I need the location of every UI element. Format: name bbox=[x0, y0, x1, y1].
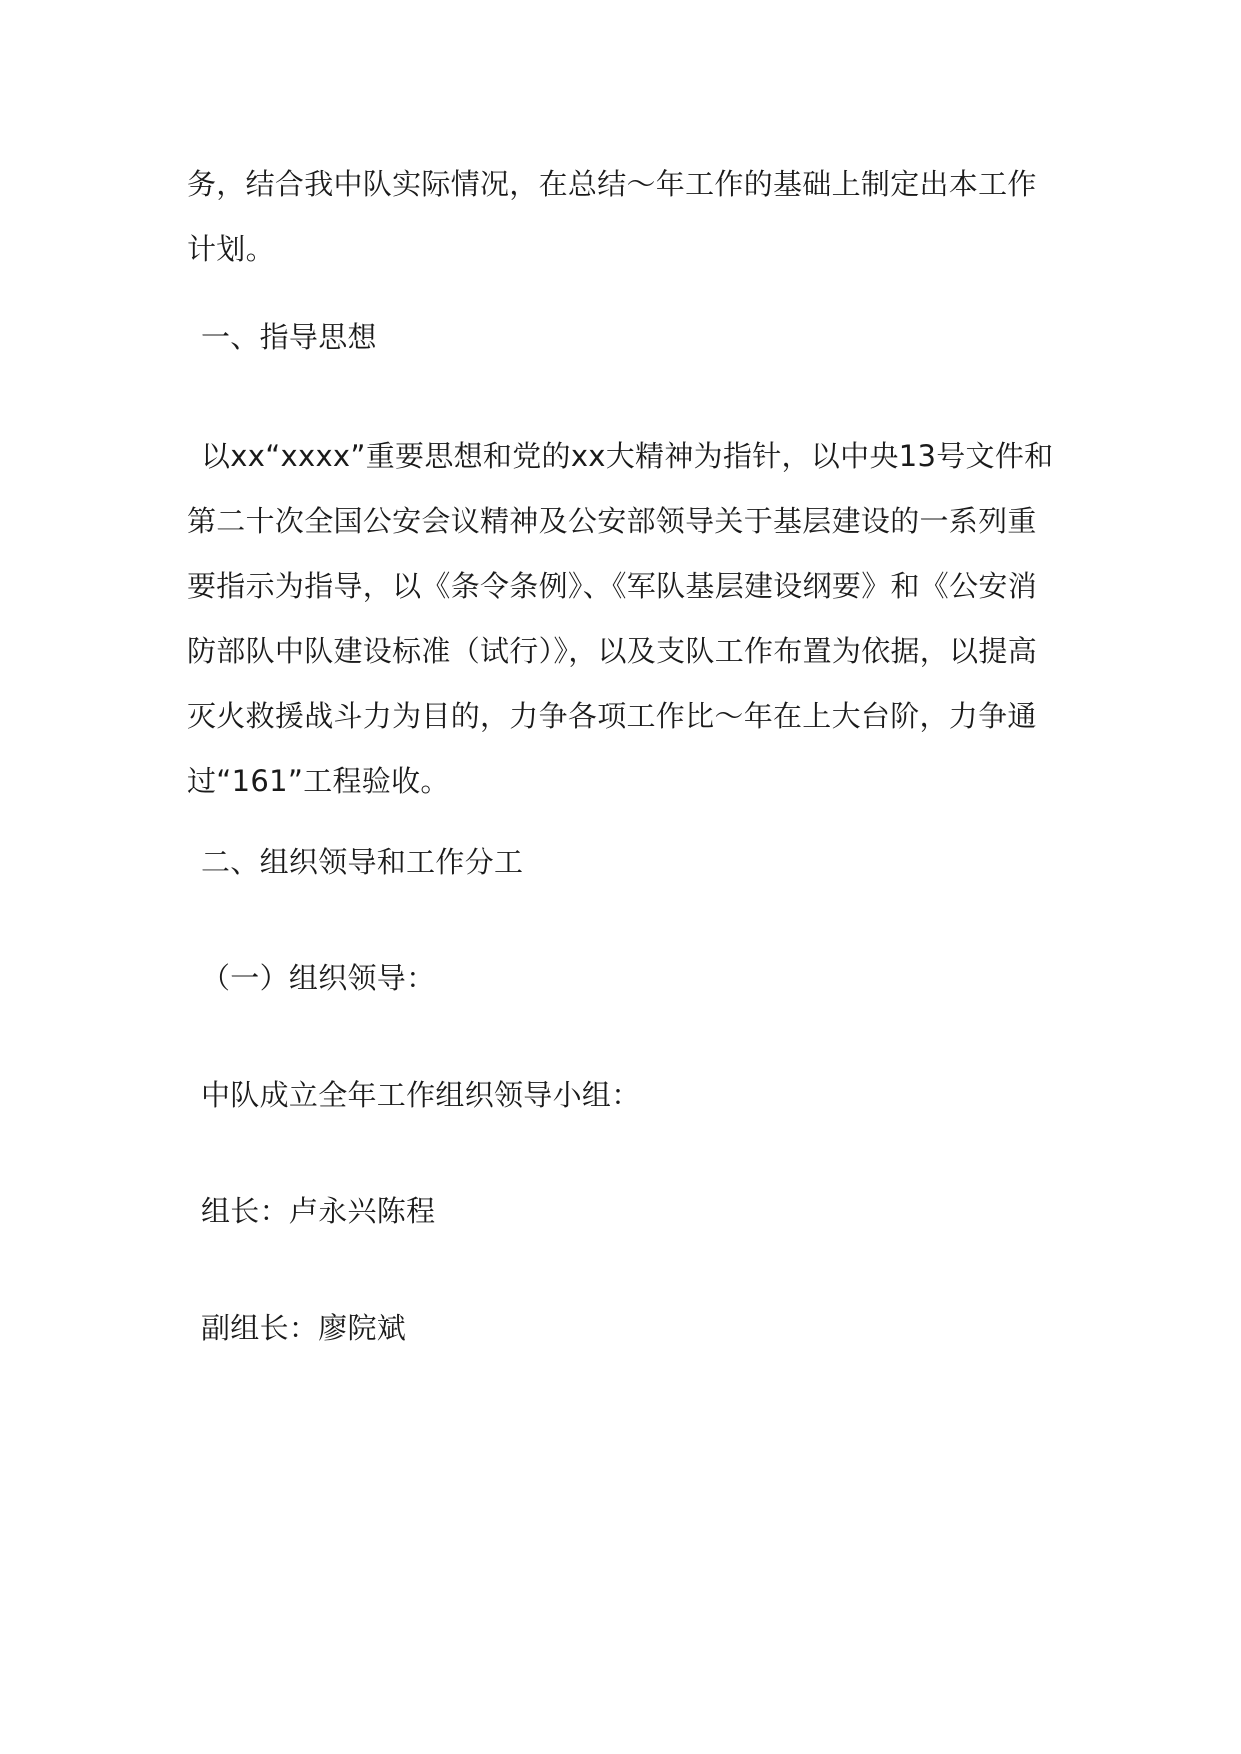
guiding-ideology-paragraph: 以xx“xxxx”重要思想和党的xx大精神为指针，以中央13号文件和第二十次全国公安会议精神及公安部领导关于基层建设的一系列重要指示为指导，以《条令条例》、《军队基层建设纲要》和《公安消防部队中队建设标准（试行）》，以及支队工作布置为依据，以提高灭火救援战斗力为目的，力争各项工作比～年在上大台阶，力争通过“161”工程验收。 bbox=[187, 439, 1054, 798]
leadership-group-paragraph: 中队成立全年工作组织领导小组： bbox=[201, 1078, 641, 1112]
subsection-heading-leadership: （一）组织领导： bbox=[201, 961, 436, 995]
group-leader-line: 组长：卢永兴陈程 bbox=[201, 1194, 436, 1228]
intro-paragraph: 务，结合我中队实际情况，在总结～年工作的基础上制定出本工作计划。 bbox=[187, 167, 1037, 266]
section-heading-guiding-ideology: 一、指导思想 bbox=[201, 320, 377, 354]
section-heading-organization: 二、组织领导和工作分工 bbox=[201, 845, 524, 879]
deputy-group-leader-line: 副组长：廖院斌 bbox=[201, 1311, 407, 1345]
